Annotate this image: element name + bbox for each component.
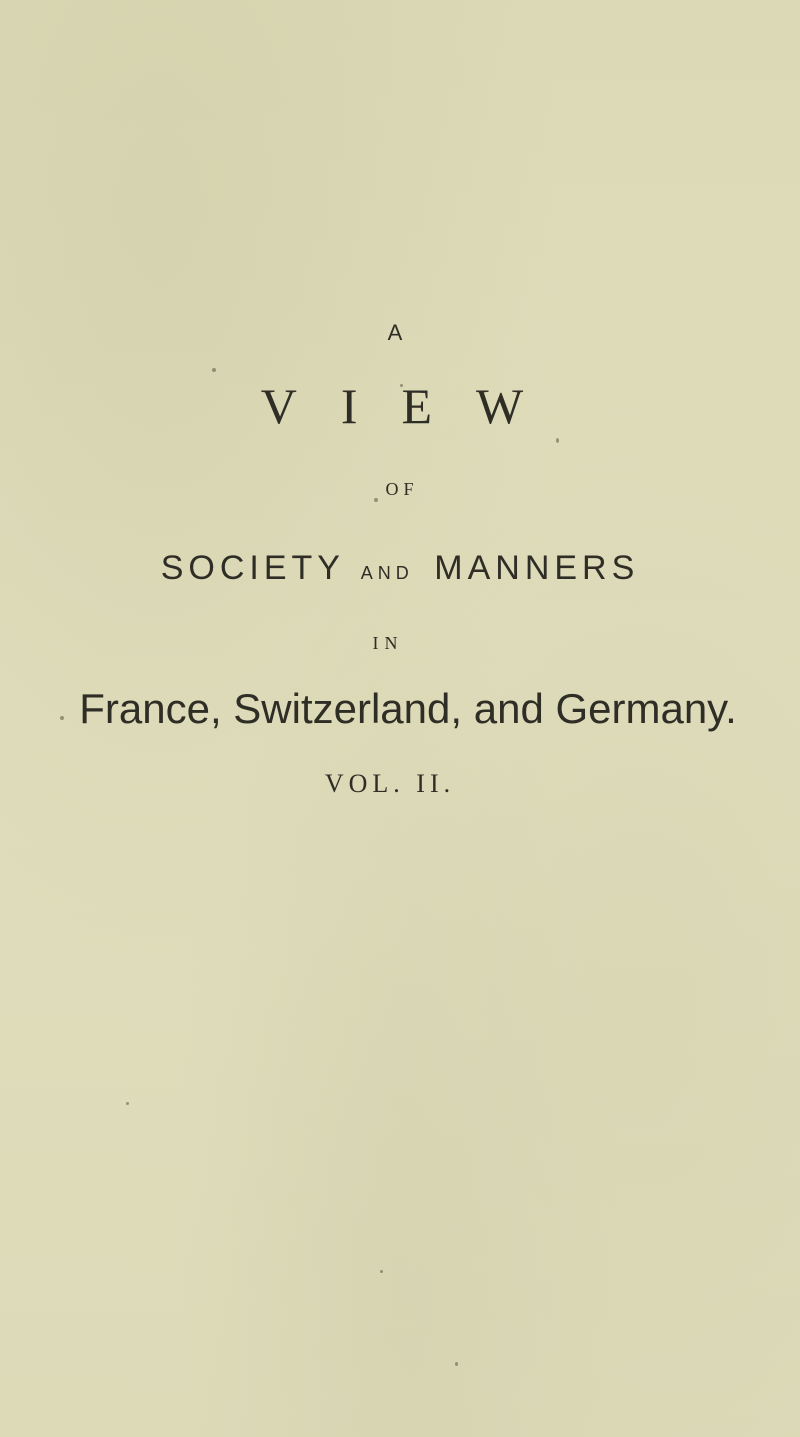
title-subject-manners: MANNERS bbox=[434, 549, 640, 587]
title-subject-society: SOCIETY bbox=[160, 549, 345, 587]
title-subject-and: AND bbox=[360, 563, 414, 583]
title-countries: France, Switzerland, and Germany. bbox=[79, 685, 737, 732]
title-article: A bbox=[387, 320, 403, 345]
volume-number: VOL. II. bbox=[324, 769, 456, 798]
title-of: OF bbox=[385, 479, 419, 499]
title-subject-line bbox=[0, 548, 800, 593]
title-main-word: VIEW bbox=[260, 378, 568, 434]
title-in: IN bbox=[372, 633, 404, 653]
